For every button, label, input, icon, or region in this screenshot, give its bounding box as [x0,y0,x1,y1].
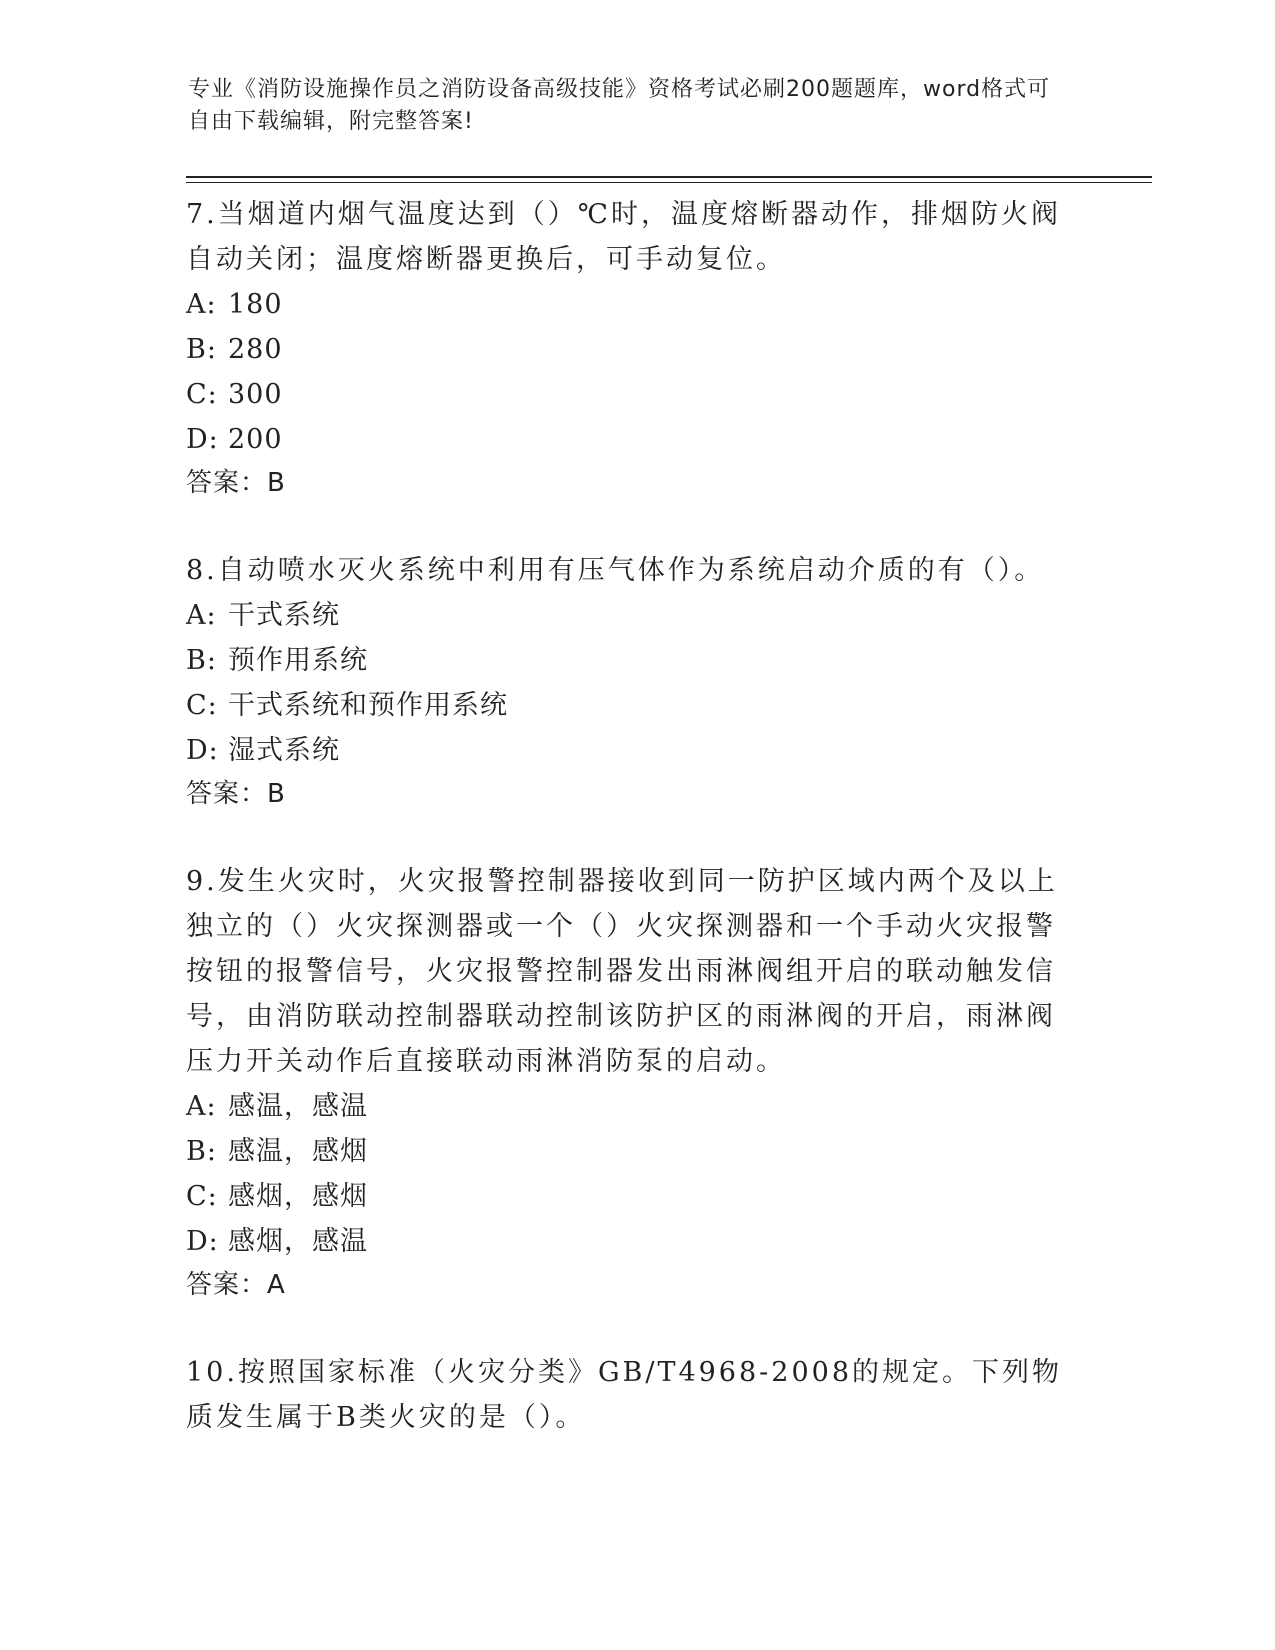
header-divider-thick [186,176,1152,178]
option-text: 干式系统和预作用系统 [228,690,508,721]
option-b [186,1129,1066,1174]
option-letter: C: [186,379,218,410]
option-text: 感烟，感烟 [228,1181,368,1212]
question-list [186,188,1066,1440]
question-text: 8.自动喷水灭火系统中利用有压气体作为系统启动介质的有（）。 [186,555,1045,586]
option-letter: A: [186,600,217,631]
question-10 [186,1346,1066,1440]
question-7 [186,188,1066,504]
option-letter: D: [186,424,219,455]
option-b [186,327,1066,372]
document-header: 专业《消防设施操作员之消防设备高级技能》资格考试必刷200题题库，word格式可自由下载编辑，附完整答案! [188,77,1051,134]
question-8 [186,544,1066,815]
option-b [186,638,1066,683]
option-d [186,1219,1066,1264]
option-letter: D: [186,735,219,766]
header-divider-thin [186,182,1152,183]
option-text: 感温，感温 [228,1091,368,1122]
option-c [186,372,1066,417]
option-letter: D: [186,1226,219,1257]
answer-line: 答案：B [186,468,286,498]
option-d [186,417,1066,462]
answer-line: 答案：A [186,1270,286,1300]
option-letter: C: [186,690,218,721]
option-letter: A: [186,1091,217,1122]
option-text: 干式系统 [228,600,340,631]
option-d [186,728,1066,773]
option-letter: B: [186,645,217,676]
question-text: 7.当烟道内烟气温度达到（）℃时，温度熔断器动作，排烟防火阀自动关闭；温度熔断器更换后，可手动复位。 [186,199,1061,275]
option-letter: A: [186,289,217,320]
option-a [186,593,1066,638]
option-letter: B: [186,1136,217,1167]
option-text: 感烟，感温 [228,1226,368,1257]
option-text: 300 [228,379,283,410]
option-text: 200 [228,424,283,455]
question-9 [186,855,1066,1306]
option-letter: C: [186,1181,218,1212]
option-text: 感温，感烟 [228,1136,368,1167]
option-a [186,1084,1066,1129]
option-text: 预作用系统 [228,645,368,676]
question-text: 10.按照国家标准（火灾分类》GB/T4968-2008的规定。下列物质发生属于B类火灾的是（）。 [186,1357,1063,1433]
question-text: 9.发生火灾时，火灾报警控制器接收到同一防护区域内两个及以上独立的（）火灾探测器或一个（）火灾探测器和一个手动火灾报警按钮的报警信号，火灾报警控制器发出雨淋阀组开启的联动触发信号，由消防联动控制器联动控制该防护区的雨淋阀的开启，雨淋阀压力开关动作后直接联动雨淋消防泵的启动。 [186,866,1058,1077]
option-text: 湿式系统 [228,735,340,766]
option-text: 180 [228,289,283,320]
option-c [186,1174,1066,1219]
answer-line: 答案：B [186,779,286,809]
option-c [186,683,1066,728]
option-text: 280 [228,334,283,365]
option-a [186,282,1066,327]
option-letter: B: [186,334,217,365]
